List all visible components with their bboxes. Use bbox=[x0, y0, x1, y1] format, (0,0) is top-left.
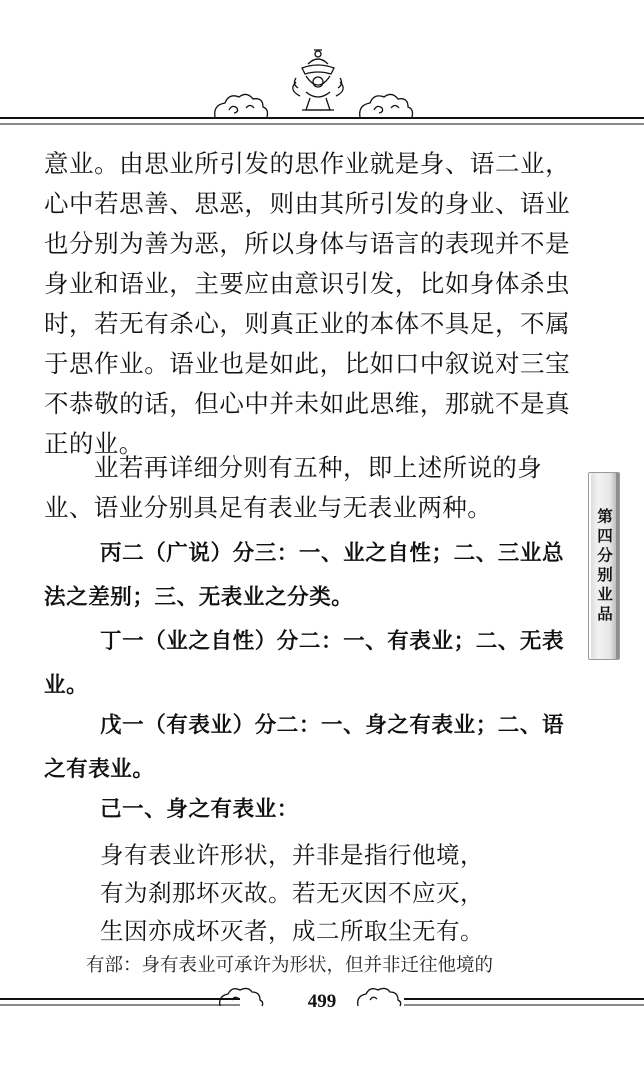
cloud-right-icon bbox=[360, 94, 413, 117]
section-heading-bing2: 丙二（广说）分三：一、业之自性；二、三业总法之差别；三、无表业之分类。 bbox=[44, 541, 565, 610]
chapter-tab-label: 第四分别业品 bbox=[595, 507, 614, 625]
verse-line-3: 生因亦成坏灭者，成二所取尘无有。 bbox=[100, 917, 484, 945]
body-paragraph-2: 业若再详细分则有五种，即上述所说的身业、语业分别具足有表业与无表业两种。 bbox=[44, 453, 543, 522]
section-heading-wu1: 戊一（有表业）分二：一、身之有表业；二、语之有表业。 bbox=[44, 713, 565, 782]
section-heading-ding1: 丁一（业之自性）分二：一、有表业；二、无表业。 bbox=[44, 629, 565, 698]
cloud-left-icon bbox=[215, 94, 268, 117]
verse-line-1: 身有表业许形状，并非是指行他境， bbox=[100, 841, 484, 869]
verse-block bbox=[100, 836, 580, 950]
commentary-text: 有部：身有表业可承许为形状，但并非迁往他境的 bbox=[86, 955, 494, 976]
chapter-side-tab bbox=[588, 472, 620, 660]
page-number: 499 bbox=[307, 991, 337, 1012]
body-paragraph-1: 意业。由思业所引发的思作业就是身、语二业，心中若思善、思恶，则由其所引发的身业、语业也分别为善为恶，所以身体与语言的表现并不是身业和语业，主要应由意识引发，比如身体杀虫时，若无有杀心，则真正业的本体不具足，不属于思作业。语业也是如此，比如口中叙说对三宝不恭敬的话，但心中并未如此思维，那就不是真正的业。 bbox=[44, 149, 570, 458]
vase-ornament-icon bbox=[293, 50, 343, 110]
header-ornament bbox=[0, 48, 644, 138]
verse-line-2: 有为刹那坏灭故。若无灭因不应灭， bbox=[100, 879, 484, 907]
section-heading-ji1: 己一、身之有表业： bbox=[100, 797, 299, 822]
